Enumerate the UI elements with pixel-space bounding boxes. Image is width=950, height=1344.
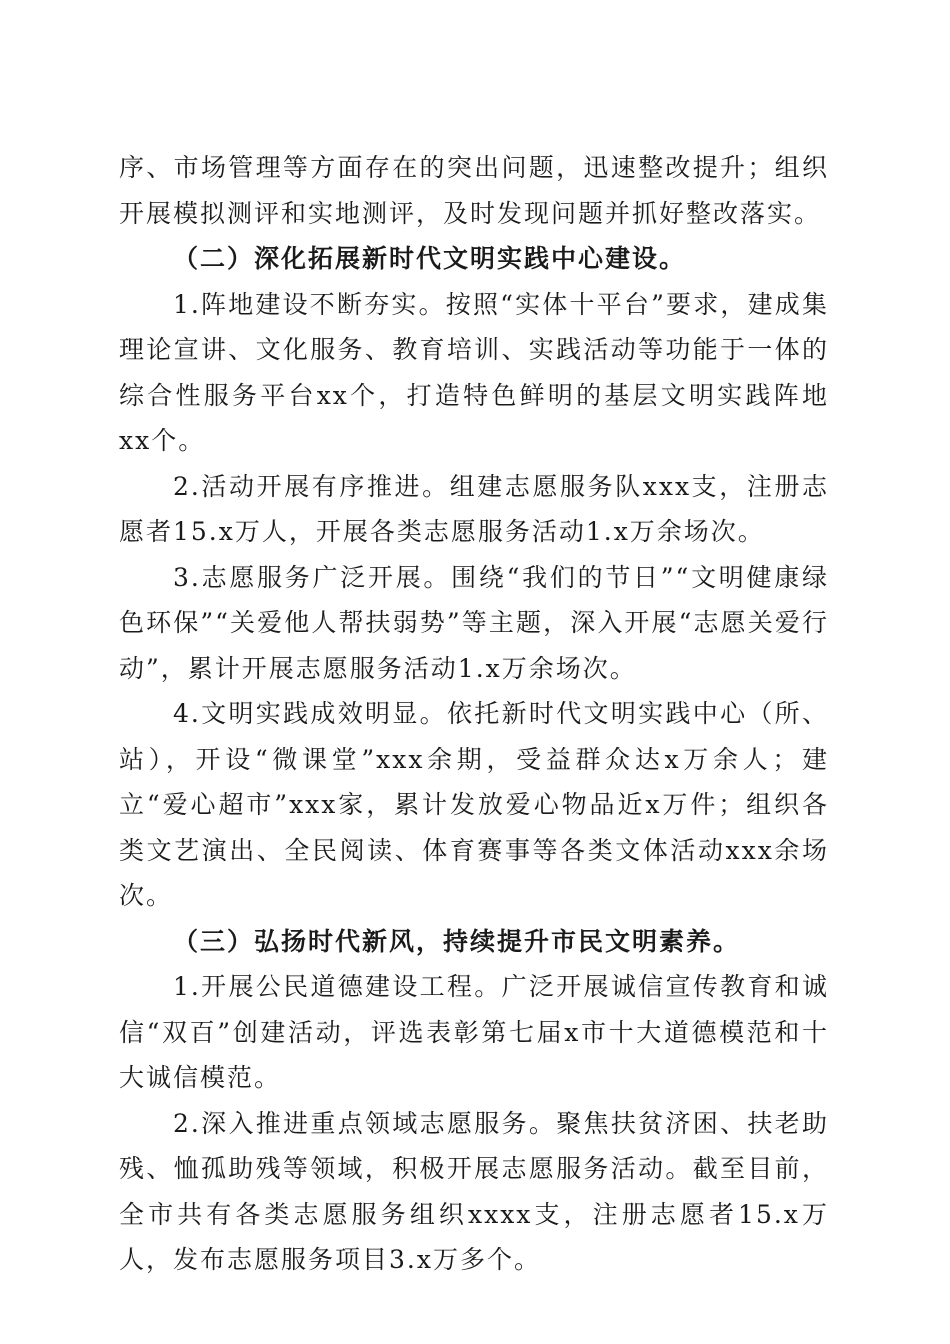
paragraph-item: 1.阵地建设不断夯实。按照“实体十平台”要求，建成集理论宣讲、文化服务、教育培训、实践活动等功能于一体的综合性服务平台xx个，打造特色鲜明的基层文明实践阵地xx个。	[119, 289, 829, 455]
document-body	[119, 145, 829, 1283]
paragraph-continuation: 序、市场管理等方面存在的突出问题，迅速整改提升；组织开展模拟测评和实地测评，及时发现问题并抓好整改落实。	[119, 153, 829, 228]
paragraph-item: 2.活动开展有序推进。组建志愿服务队xxx支，注册志愿者15.x万人，开展各类志愿服务活动1.x万余场次。	[119, 471, 829, 546]
section-heading-3: （三）弘扬时代新风，持续提升市民文明素养。	[173, 926, 741, 956]
section-heading-2: （二）深化拓展新时代文明实践中心建设。	[173, 244, 687, 273]
paragraph-item: 2.深入推进重点领域志愿服务。聚焦扶贫济困、扶老助残、恤孤助残等领域，积极开展志愿服务活动。截至目前，全市共有各类志愿服务组织xxxx支，注册志愿者15.x万人，发布志愿服务项目3.x万多个。	[119, 1108, 829, 1274]
paragraph-item: 3.志愿服务广泛开展。围绕“我们的节日”“文明健康绿色环保”“关爱他人帮扶弱势”等主题，深入开展“志愿关爱行动”，累计开展志愿服务活动1.x万余场次。	[119, 562, 829, 683]
paragraph-item: 4.文明实践成效明显。依托新时代文明实践中心（所、站），开设“微课堂”xxx余期，受益群众达x万余人；建立“爱心超市”xxx家，累计发放爱心物品近x万件；组织各类文艺演出、全民阅读、体育赛事等各类文体活动xxx余场次。	[119, 699, 829, 910]
paragraph-item: 1.开展公民道德建设工程。广泛开展诚信宣传教育和诚信“双百”创建活动，评选表彰第七届x市十大道德模范和十大诚信模范。	[119, 972, 829, 1092]
